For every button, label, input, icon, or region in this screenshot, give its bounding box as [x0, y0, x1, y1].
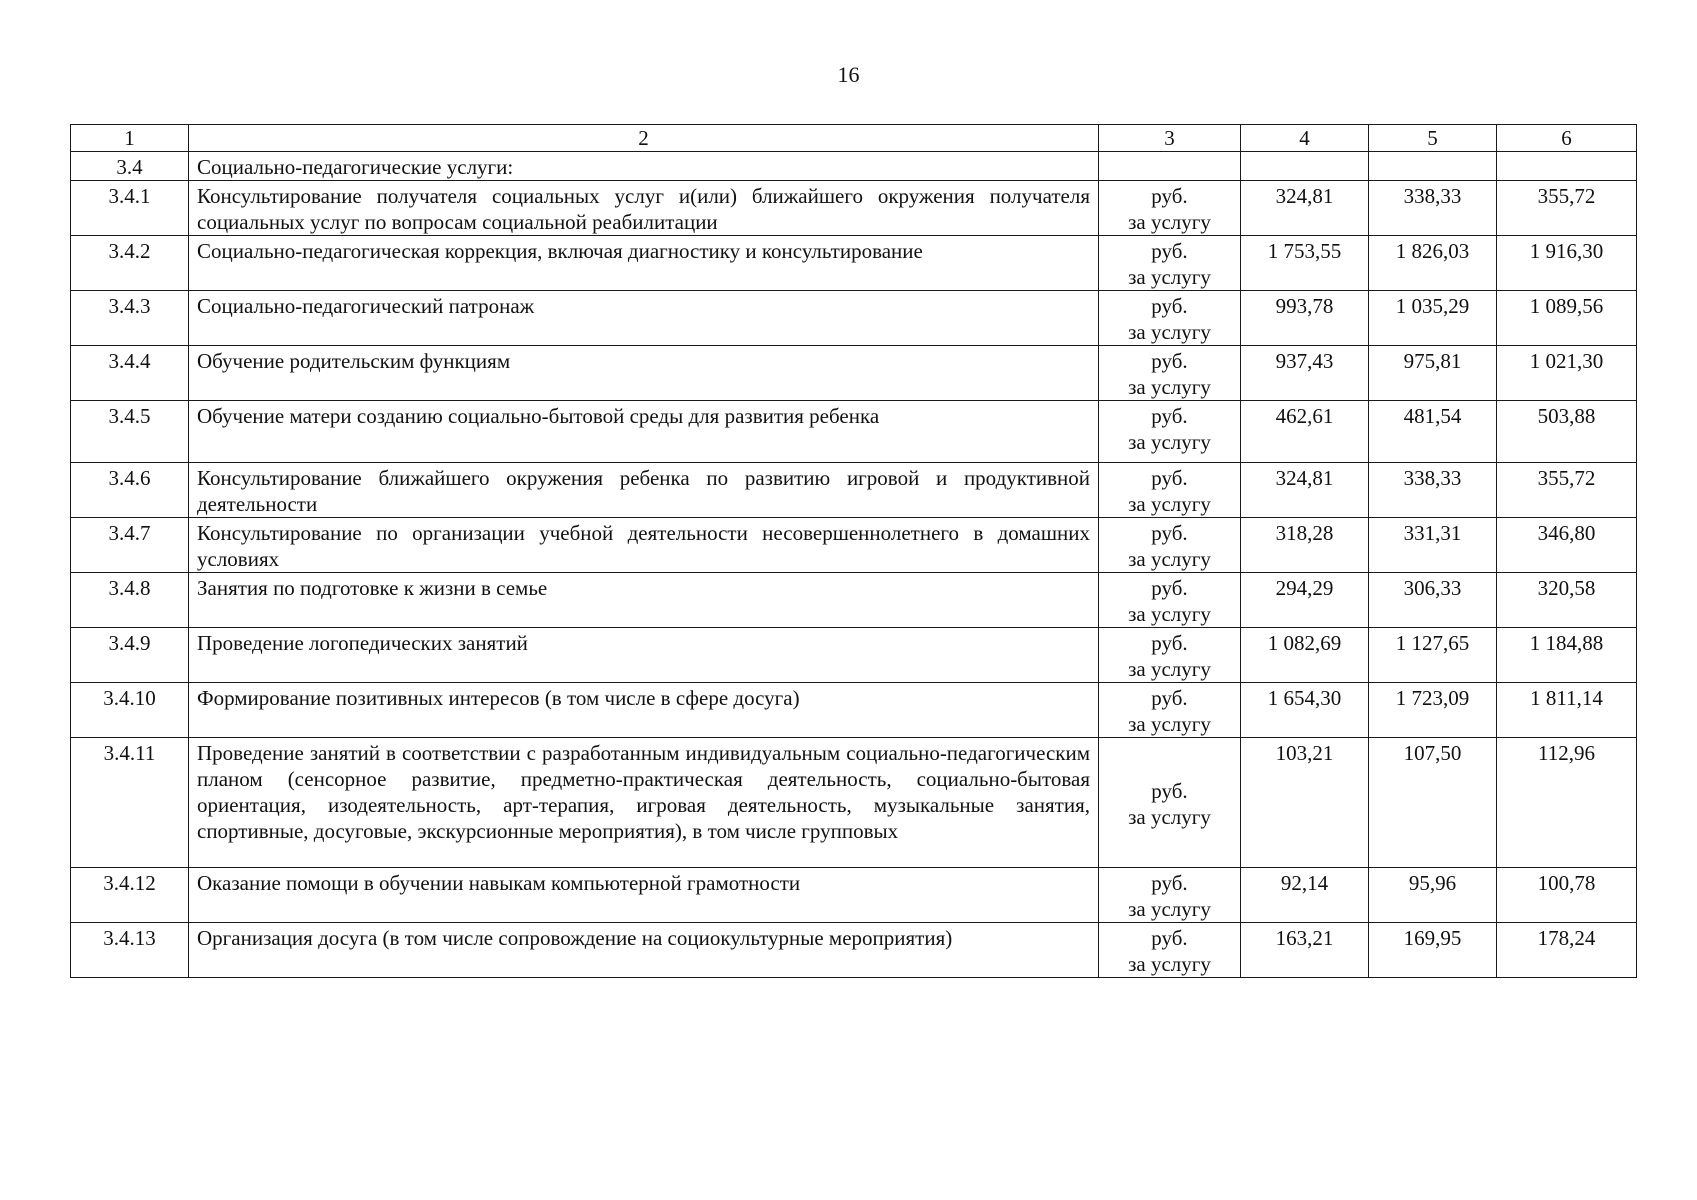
- service-code: 3.4.12: [71, 868, 189, 923]
- service-name: Обучение родительским функциям: [189, 346, 1099, 401]
- service-code: 3.4.2: [71, 236, 189, 291]
- table-row: [71, 923, 1637, 978]
- tariff-value-col5: 1 723,09: [1369, 683, 1497, 738]
- tariff-value-col4: 1 753,55: [1241, 236, 1369, 291]
- tariff-value-col6: 178,24: [1497, 923, 1637, 978]
- unit-cell: [1099, 291, 1241, 346]
- table-row: [71, 346, 1637, 401]
- tariff-value-col6: 1 811,14: [1497, 683, 1637, 738]
- table-row: [71, 236, 1637, 291]
- tariff-value-col6: 346,80: [1497, 518, 1637, 573]
- table-row: [71, 181, 1637, 236]
- table-row: [71, 738, 1637, 868]
- tariff-value-col4: 163,21: [1241, 923, 1369, 978]
- tariff-value-col4: 318,28: [1241, 518, 1369, 573]
- unit-per-service: за услугу: [1128, 430, 1211, 454]
- unit-cell: [1099, 236, 1241, 291]
- service-name: Консультирование по организации учебной деятельности несовершеннолетнего в домашних условиях: [189, 518, 1099, 573]
- unit-cell: [1099, 401, 1241, 463]
- unit-per-service: за услугу: [1128, 657, 1211, 681]
- table-row: [71, 868, 1637, 923]
- tariff-value-col5: 338,33: [1369, 463, 1497, 518]
- tariff-value-col4: 993,78: [1241, 291, 1369, 346]
- unit-cell: [1099, 683, 1241, 738]
- table-body: [71, 181, 1637, 978]
- section-title: Социально-педагогические услуги:: [189, 152, 1099, 181]
- unit-per-service: за услугу: [1128, 375, 1211, 399]
- unit-currency: руб.: [1151, 926, 1188, 950]
- table-row: [71, 683, 1637, 738]
- unit-currency: руб.: [1151, 576, 1188, 600]
- service-code: 3.4.8: [71, 573, 189, 628]
- unit-per-service: за услугу: [1128, 897, 1211, 921]
- unit-cell: [1099, 518, 1241, 573]
- unit-currency: руб.: [1151, 404, 1188, 428]
- tariff-value-col6: 1 916,30: [1497, 236, 1637, 291]
- unit-per-service: за услугу: [1128, 265, 1211, 289]
- section-code: 3.4: [71, 152, 189, 181]
- tariff-value-col4: 937,43: [1241, 346, 1369, 401]
- unit-currency: руб.: [1151, 686, 1188, 710]
- tariff-value-col5: 95,96: [1369, 868, 1497, 923]
- table-row: [71, 463, 1637, 518]
- service-name: Обучение матери созданию социально-бытовой среды для развития ребенка: [189, 401, 1099, 463]
- table-row: [71, 518, 1637, 573]
- unit-cell: [1099, 463, 1241, 518]
- tariff-value-col6: 355,72: [1497, 181, 1637, 236]
- tariff-value-col5: 1 826,03: [1369, 236, 1497, 291]
- tariff-table: [70, 124, 1637, 978]
- service-name: Консультирование ближайшего окружения ребенка по развитию игровой и продуктивной деятельности: [189, 463, 1099, 518]
- table-row: [71, 573, 1637, 628]
- service-name: Организация досуга (в том числе сопровождение на социокультурные мероприятия): [189, 923, 1099, 978]
- tariff-value-col4: 324,81: [1241, 463, 1369, 518]
- empty-cell: [1099, 152, 1241, 181]
- unit-per-service: за услугу: [1128, 712, 1211, 736]
- unit-cell: [1099, 346, 1241, 401]
- service-code: 3.4.3: [71, 291, 189, 346]
- unit-currency: руб.: [1151, 871, 1188, 895]
- unit-per-service: за услугу: [1128, 492, 1211, 516]
- unit-cell: [1099, 868, 1241, 923]
- service-code: 3.4.10: [71, 683, 189, 738]
- service-code: 3.4.13: [71, 923, 189, 978]
- column-header: 2: [189, 125, 1099, 152]
- tariff-value-col5: 107,50: [1369, 738, 1497, 868]
- service-name: Занятия по подготовке к жизни в семье: [189, 573, 1099, 628]
- tariff-value-col5: 1 127,65: [1369, 628, 1497, 683]
- service-name: Консультирование получателя социальных услуг и(или) ближайшего окружения получателя социальных услуг по вопросам социальной реабилитации: [189, 181, 1099, 236]
- tariff-value-col4: 1 082,69: [1241, 628, 1369, 683]
- table-row: [71, 628, 1637, 683]
- empty-cell: [1369, 152, 1497, 181]
- service-code: 3.4.9: [71, 628, 189, 683]
- unit-per-service: за услугу: [1128, 547, 1211, 571]
- unit-per-service: за услугу: [1128, 804, 1211, 829]
- tariff-value-col4: 103,21: [1241, 738, 1369, 868]
- tariff-value-col6: 355,72: [1497, 463, 1637, 518]
- service-code: 3.4.7: [71, 518, 189, 573]
- column-header: 6: [1497, 125, 1637, 152]
- unit-per-service: за услугу: [1128, 602, 1211, 626]
- service-name: Оказание помощи в обучении навыкам компьютерной грамотности: [189, 868, 1099, 923]
- column-header: 3: [1099, 125, 1241, 152]
- unit-currency: руб.: [1151, 521, 1188, 545]
- tariff-value-col4: 462,61: [1241, 401, 1369, 463]
- tariff-value-col6: 112,96: [1497, 738, 1637, 868]
- service-name: Социально-педагогическая коррекция, включая диагностику и консультирование: [189, 236, 1099, 291]
- unit-currency: руб.: [1151, 349, 1188, 373]
- table-row: [71, 291, 1637, 346]
- tariff-value-col4: 1 654,30: [1241, 683, 1369, 738]
- tariff-value-col6: 503,88: [1497, 401, 1637, 463]
- service-name: Проведение занятий в соответствии с разработанным индивидуальным социально-педагогическим планом (сенсорное развитие, предметно-практическая деятельность, социально-бытовая ориентация, изодеятельность, арт-терапия, игровая деятельность, музыкальные занятия, спортивные, досуговые, экскурсионные мероприятия), в том числе групповых: [189, 738, 1099, 868]
- service-code: 3.4.4: [71, 346, 189, 401]
- tariff-value-col6: 1 184,88: [1497, 628, 1637, 683]
- tariff-value-col5: 331,31: [1369, 518, 1497, 573]
- column-header: 4: [1241, 125, 1369, 152]
- unit-currency: руб.: [1151, 294, 1188, 318]
- tariff-value-col6: 320,58: [1497, 573, 1637, 628]
- tariff-value-col6: 1 021,30: [1497, 346, 1637, 401]
- page-number: 16: [837, 62, 860, 87]
- tariff-value-col5: 306,33: [1369, 573, 1497, 628]
- column-header: 5: [1369, 125, 1497, 152]
- unit-cell: [1099, 738, 1241, 868]
- unit-currency: руб.: [1151, 239, 1188, 263]
- unit-per-service: за услугу: [1128, 320, 1211, 344]
- tariff-value-col6: 1 089,56: [1497, 291, 1637, 346]
- empty-cell: [1241, 152, 1369, 181]
- unit-cell: [1099, 628, 1241, 683]
- unit-cell: [1099, 573, 1241, 628]
- unit-currency: руб.: [1151, 778, 1188, 803]
- unit-per-service: за услугу: [1128, 210, 1211, 234]
- unit-currency: руб.: [1151, 466, 1188, 490]
- service-name: Формирование позитивных интересов (в том числе в сфере досуга): [189, 683, 1099, 738]
- tariff-value-col5: 975,81: [1369, 346, 1497, 401]
- service-code: 3.4.11: [71, 738, 189, 868]
- service-code: 3.4.6: [71, 463, 189, 518]
- tariff-value-col5: 338,33: [1369, 181, 1497, 236]
- service-name: Проведение логопедических занятий: [189, 628, 1099, 683]
- unit-per-service: за услугу: [1128, 952, 1211, 976]
- column-header: 1: [71, 125, 189, 152]
- tariff-value-col4: 294,29: [1241, 573, 1369, 628]
- service-code: 3.4.5: [71, 401, 189, 463]
- tariff-value-col5: 1 035,29: [1369, 291, 1497, 346]
- table-row: [71, 401, 1637, 463]
- service-code: 3.4.1: [71, 181, 189, 236]
- tariff-value-col4: 324,81: [1241, 181, 1369, 236]
- unit-currency: руб.: [1151, 631, 1188, 655]
- empty-cell: [1497, 152, 1637, 181]
- tariff-value-col5: 481,54: [1369, 401, 1497, 463]
- tariff-value-col5: 169,95: [1369, 923, 1497, 978]
- tariff-value-col6: 100,78: [1497, 868, 1637, 923]
- unit-cell: [1099, 923, 1241, 978]
- service-name: Социально-педагогический патронаж: [189, 291, 1099, 346]
- tariff-value-col4: 92,14: [1241, 868, 1369, 923]
- unit-cell: [1099, 181, 1241, 236]
- table-header-row: [71, 125, 1637, 152]
- unit-currency: руб.: [1151, 184, 1188, 208]
- section-row: [71, 152, 1637, 181]
